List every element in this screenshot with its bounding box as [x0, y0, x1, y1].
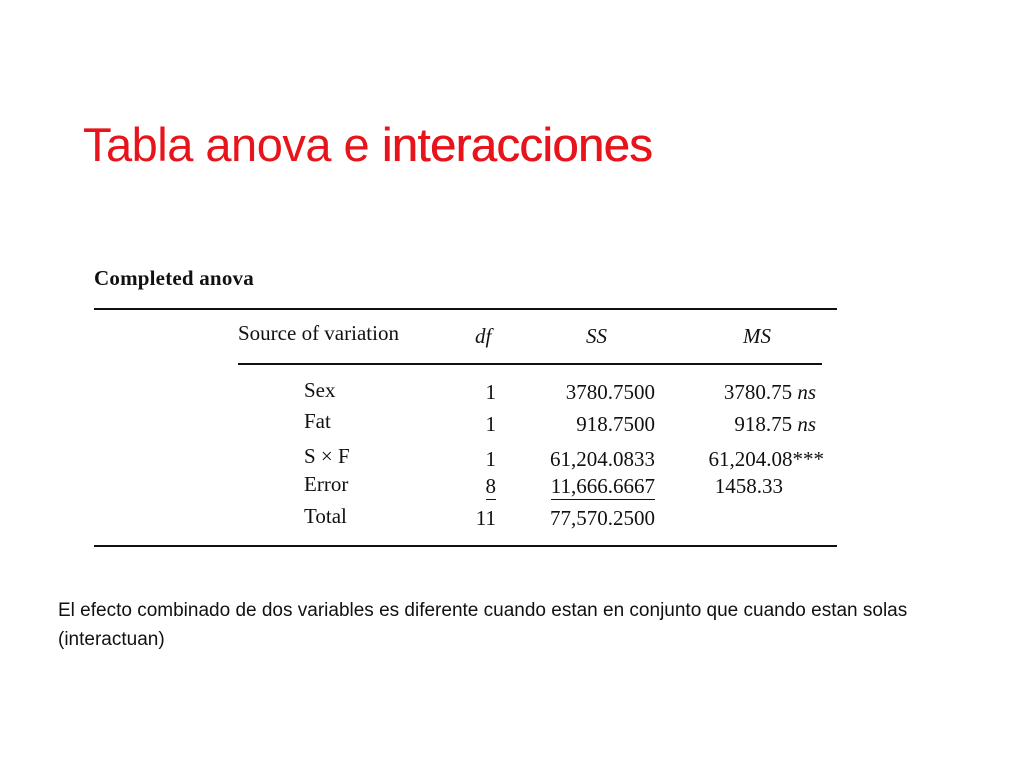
- row-df-total: 11: [475, 506, 496, 530]
- row-source-error: Error: [304, 472, 349, 496]
- row-ss-interaction: 61,204.0833: [550, 447, 655, 471]
- header-source: Source of variation: [238, 321, 399, 345]
- header-ss: SS: [586, 324, 607, 348]
- row-ss-error: [510, 474, 655, 499]
- row-df-value: 8: [485, 474, 496, 498]
- table-caption: Completed anova: [94, 266, 254, 290]
- anova-table-image: [90, 262, 840, 557]
- row-ms-error: 1458.33: [714, 474, 783, 498]
- row-ms-fat: [674, 412, 816, 437]
- header-rule: [238, 363, 822, 365]
- row-source-sex: Sex: [304, 378, 336, 402]
- header-ms: MS: [743, 324, 771, 348]
- row-ms-flag: ns: [797, 412, 816, 436]
- row-source-interaction: S × F: [304, 444, 350, 468]
- row-df-error: [460, 474, 496, 499]
- row-ss-sex: 3780.7500: [565, 380, 655, 404]
- row-source-fat: Fat: [304, 409, 331, 433]
- row-df-fat: 1: [485, 412, 496, 436]
- table-bottom-rule: [94, 545, 837, 547]
- row-ss-fat: 918.7500: [576, 412, 655, 436]
- row-source-total: Total: [304, 504, 347, 528]
- row-ms-sex: [674, 380, 816, 405]
- row-ms-flag: ns: [797, 380, 816, 404]
- row-df-sex: 1: [485, 380, 496, 404]
- row-ss-value: 11,666.6667: [550, 474, 655, 498]
- title-emphasis: interacciones: [381, 118, 653, 171]
- title-plain: Tabla anova e: [83, 118, 382, 171]
- row-ms-value: 3780.75: [723, 380, 793, 404]
- table-top-rule: [94, 308, 837, 310]
- row-ms-interaction: 61,204.08***: [708, 447, 824, 471]
- explanation-note: El efecto combinado de dos variables es diferente cuando estan en conjunto que cuando estan solas (interactuan): [58, 600, 908, 650]
- header-df: df: [475, 324, 492, 348]
- row-ms-value: 918.75: [734, 412, 793, 436]
- row-ss-total: 77,570.2500: [550, 506, 655, 530]
- row-df-interaction: 1: [485, 447, 496, 471]
- slide-title: [83, 117, 652, 172]
